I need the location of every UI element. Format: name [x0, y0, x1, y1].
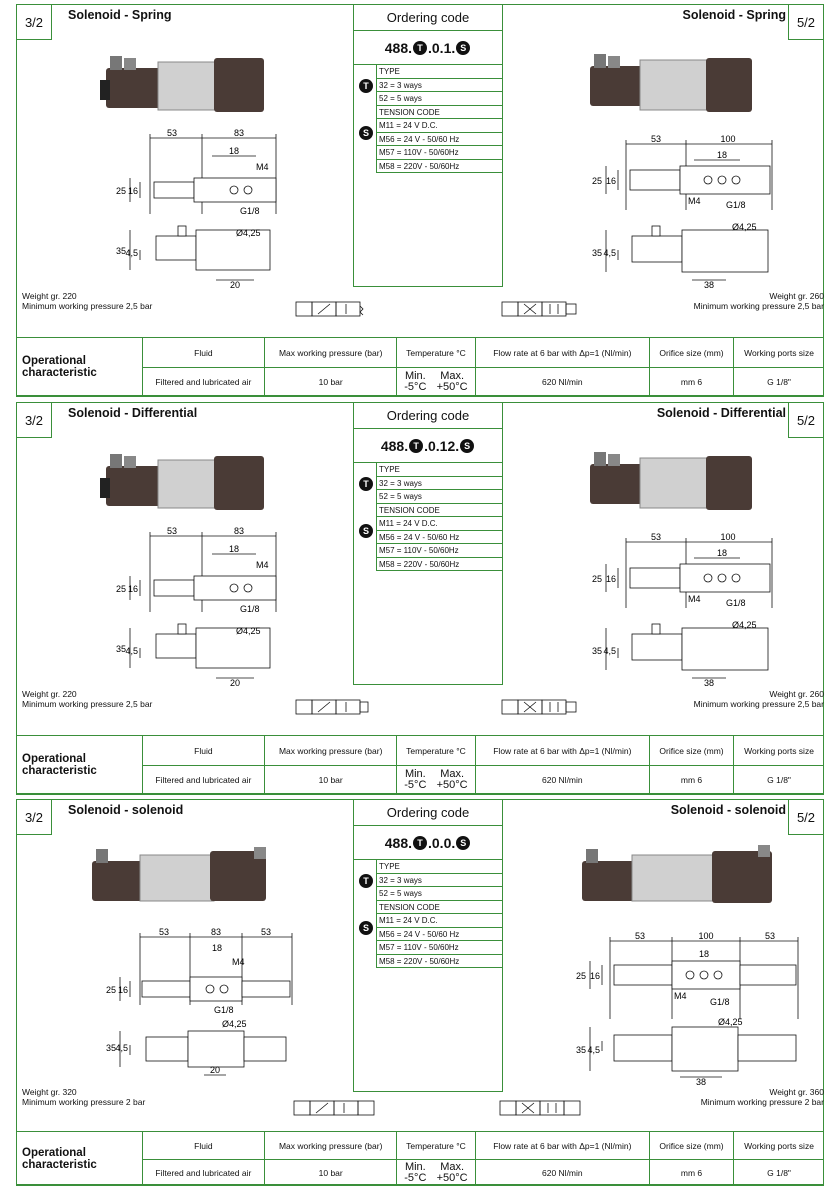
tension-option: M11 = 24 V D.C.	[376, 119, 502, 133]
tension-option: M58 = 220V - 50/60Hz	[376, 955, 502, 969]
dim-b: 83	[233, 128, 245, 138]
dim-w: 20	[229, 280, 241, 290]
type-symbol-icon: T	[359, 477, 373, 491]
operational-label: Operational characteristic	[16, 338, 142, 396]
dim-w: 38	[695, 1077, 707, 1087]
val-temperature	[397, 766, 476, 794]
valve-photo-icon	[100, 454, 264, 510]
dim-b: 83	[210, 927, 222, 937]
col-flow: Flow rate at 6 bar with Δp=1 (Nl/min)	[475, 338, 649, 368]
tension-heading: TENSION CODE	[376, 901, 502, 915]
dim-e: 53	[764, 931, 776, 941]
dim-d: Ø4,25	[732, 222, 757, 232]
dim-c: 18	[716, 150, 728, 160]
operational-label: Operational characteristic	[16, 1132, 142, 1186]
dim-h2: 16	[127, 186, 138, 196]
col-pressure: Max working pressure (bar)	[265, 338, 397, 368]
right-pressure: Minimum working pressure 2,5 bar	[693, 301, 824, 311]
dim-h4: 4,5	[125, 646, 138, 656]
valve-photo-icon	[590, 452, 752, 510]
left-weight: Weight gr. 220	[22, 291, 77, 301]
col-ports: Working ports size	[734, 338, 824, 368]
col-fluid: Fluid	[142, 1132, 265, 1160]
val-flow: 620 Nl/min	[475, 766, 649, 794]
tension-options	[354, 504, 502, 572]
left-pressure: Minimum working pressure 2,5 bar	[22, 301, 153, 311]
col-flow: Flow rate at 6 bar with Δp=1 (Nl/min)	[475, 1132, 649, 1160]
dim-h1: 25	[115, 186, 126, 196]
type-symbol-icon: T	[359, 874, 373, 888]
left-weight-block	[22, 291, 152, 311]
tension-symbol-icon: S	[359, 126, 373, 140]
dim-a: 53	[158, 927, 170, 937]
temp-min: -5°C	[404, 1171, 427, 1184]
left-weight: Weight gr. 220	[22, 689, 77, 699]
type-option: 52 = 5 ways	[376, 92, 502, 106]
dim-w: 20	[209, 1065, 221, 1075]
dim-a: 53	[650, 532, 662, 542]
tension-options	[354, 901, 502, 969]
val-pressure: 10 bar	[265, 1160, 397, 1186]
type-options	[354, 65, 502, 106]
operational-table	[16, 337, 824, 396]
temp-min-label: Min.	[404, 767, 426, 780]
operational-table	[16, 735, 824, 794]
tension-symbol-icon: S	[460, 439, 474, 453]
top-view-dims	[606, 140, 772, 280]
dim-b: 100	[698, 931, 714, 941]
ordering-code-value	[354, 826, 502, 860]
col-temperature: Temperature °C	[397, 1132, 476, 1160]
dim-m: M4	[688, 594, 701, 604]
dim-e: 53	[260, 927, 272, 937]
type-heading: TYPE	[376, 65, 502, 79]
col-temperature: Temperature °C	[397, 338, 476, 368]
tension-symbol-icon: S	[456, 836, 470, 850]
temp-min: -5°C	[404, 380, 427, 393]
left-type-tag: 3/2	[16, 4, 52, 40]
dim-a: 53	[166, 526, 178, 536]
ordering-code-box	[353, 4, 503, 287]
col-pressure: Max working pressure (bar)	[265, 736, 397, 766]
tension-option: M11 = 24 V D.C.	[376, 517, 502, 531]
left-pressure: Minimum working pressure 2,5 bar	[22, 699, 153, 709]
tension-option: M58 = 220V - 50/60Hz	[376, 558, 502, 572]
tension-option: M57 = 110V - 50/60Hz	[376, 544, 502, 558]
type-symbol-icon: T	[359, 79, 373, 93]
top-view-dims	[606, 538, 772, 678]
temp-min: -5°C	[404, 778, 427, 791]
type-options	[354, 463, 502, 504]
left-weight-block	[22, 689, 152, 709]
col-fluid: Fluid	[142, 736, 265, 766]
dim-h2: 16	[589, 971, 600, 981]
dim-h2: 16	[127, 584, 138, 594]
col-flow: Flow rate at 6 bar with Δp=1 (Nl/min)	[475, 736, 649, 766]
tension-symbol-icon: S	[456, 41, 470, 55]
dim-h3: 35	[591, 646, 602, 656]
dim-d: Ø4,25	[236, 228, 261, 238]
dim-h1: 25	[591, 574, 602, 584]
right-weight: Weight gr. 260	[769, 689, 824, 699]
dim-c: 18	[228, 146, 240, 156]
type-option: 32 = 3 ways	[376, 477, 502, 491]
valve-symbol-3-2-icon	[278, 1093, 378, 1129]
dim-d: Ø4,25	[732, 620, 757, 630]
dim-h4: 4,5	[603, 248, 616, 258]
valve-photo-icon	[590, 54, 752, 112]
code-prefix: 488.	[384, 834, 412, 851]
val-fluid: Filtered and lubricated air	[142, 1160, 265, 1186]
tension-option: M57 = 110V - 50/60Hz	[376, 146, 502, 160]
val-temperature	[397, 1160, 476, 1186]
dim-h2: 16	[117, 985, 128, 995]
val-pressure: 10 bar	[265, 766, 397, 794]
type-option: 32 = 3 ways	[376, 79, 502, 93]
valve-symbol-3-2-icon	[280, 692, 370, 728]
ordering-code-box	[353, 402, 503, 685]
dim-h1: 25	[105, 985, 116, 995]
valve-photo-icon	[100, 56, 264, 112]
right-title: Solenoid - solenoid	[670, 803, 786, 817]
left-weight-block	[22, 1087, 145, 1107]
dim-h1: 25	[115, 584, 126, 594]
left-title: Solenoid - Differential	[68, 406, 198, 420]
dim-g: G1/8	[726, 200, 746, 210]
type-options	[354, 860, 502, 901]
temp-min-label: Min.	[404, 369, 426, 382]
top-view-dims	[590, 937, 798, 1077]
temp-max-label: Max.	[440, 369, 465, 382]
tension-option: M58 = 220V - 50/60Hz	[376, 160, 502, 174]
dim-w: 38	[703, 280, 715, 290]
dim-c: 18	[228, 544, 240, 554]
code-mid: .0.12.	[424, 437, 460, 454]
tension-option: M56 = 24 V - 50/60 Hz	[376, 928, 502, 942]
dim-b: 100	[720, 532, 736, 542]
dim-m: M4	[256, 560, 269, 570]
tension-options	[354, 106, 502, 174]
val-orifice: mm 6	[649, 766, 733, 794]
left-type-tag: 3/2	[16, 402, 52, 438]
right-pressure: Minimum working pressure 2,5 bar	[693, 699, 824, 709]
tension-option: M11 = 24 V D.C.	[376, 914, 502, 928]
left-valve-drawing	[96, 444, 286, 689]
left-title: Solenoid - solenoid	[68, 803, 184, 817]
right-valve-drawing	[576, 46, 776, 291]
ordering-code-heading: Ordering code	[354, 5, 502, 31]
type-option: 52 = 5 ways	[376, 490, 502, 504]
col-orifice: Orifice size (mm)	[649, 1132, 733, 1160]
type-heading: TYPE	[376, 860, 502, 874]
val-orifice: mm 6	[649, 368, 733, 396]
dim-g: G1/8	[710, 997, 730, 1007]
dim-h3: 35	[591, 248, 602, 258]
dim-m: M4	[688, 196, 701, 206]
valve-photo-icon	[582, 845, 772, 903]
tension-option: M57 = 110V - 50/60Hz	[376, 941, 502, 955]
dim-c: 18	[211, 943, 223, 953]
val-fluid: Filtered and lubricated air	[142, 766, 265, 794]
operational-label: Operational characteristic	[16, 736, 142, 794]
dim-h2: 16	[605, 176, 616, 186]
val-flow: 620 Nl/min	[475, 368, 649, 396]
dim-c: 18	[716, 548, 728, 558]
valve-photo-icon	[92, 847, 266, 901]
dim-b: 100	[720, 134, 736, 144]
val-temperature	[397, 368, 476, 396]
code-mid: .0.1.	[428, 39, 456, 56]
dim-g: G1/8	[240, 206, 260, 216]
dim-d: Ø4,25	[236, 626, 261, 636]
type-symbol-icon: T	[409, 439, 423, 453]
col-orifice: Orifice size (mm)	[649, 338, 733, 368]
dim-h3: 35	[105, 1043, 116, 1053]
type-symbol-icon: T	[413, 836, 427, 850]
col-temperature: Temperature °C	[397, 736, 476, 766]
type-heading: TYPE	[376, 463, 502, 477]
dim-c: 18	[698, 949, 710, 959]
temp-max-label: Max.	[440, 1160, 465, 1173]
left-type-tag: 3/2	[16, 799, 52, 835]
dim-g: G1/8	[726, 598, 746, 608]
dim-h1: 25	[575, 971, 586, 981]
val-orifice: mm 6	[649, 1160, 733, 1186]
tension-option: M56 = 24 V - 50/60 Hz	[376, 133, 502, 147]
tension-symbol-icon: S	[359, 921, 373, 935]
left-valve-drawing	[96, 46, 286, 291]
right-weight-block	[694, 689, 824, 709]
ordering-code-value	[354, 429, 502, 463]
dim-g: G1/8	[214, 1005, 234, 1015]
dim-h1: 25	[591, 176, 602, 186]
dim-m: M4	[232, 957, 245, 967]
dim-a: 53	[166, 128, 178, 138]
right-weight: Weight gr. 360	[769, 1087, 824, 1097]
left-valve-drawing	[86, 837, 306, 1082]
valve-symbol-5-2-icon	[486, 1093, 606, 1129]
tension-heading: TENSION CODE	[376, 504, 502, 518]
code-mid: .0.0.	[428, 834, 456, 851]
temp-max: +50°C	[436, 778, 468, 791]
right-type-tag: 5/2	[788, 4, 824, 40]
dim-w: 38	[703, 678, 715, 688]
ordering-code-box	[353, 799, 503, 1092]
valve-symbol-3-2-icon	[280, 294, 370, 330]
dim-d: Ø4,25	[222, 1019, 247, 1029]
temp-max: +50°C	[436, 380, 468, 393]
top-view-dims	[117, 933, 292, 1075]
right-valve-drawing	[576, 444, 776, 689]
type-option: 32 = 3 ways	[376, 874, 502, 888]
col-pressure: Max working pressure (bar)	[265, 1132, 397, 1160]
dim-b: 83	[233, 526, 245, 536]
dim-h3: 35	[115, 644, 126, 654]
dim-a: 53	[650, 134, 662, 144]
right-title: Solenoid - Spring	[682, 8, 786, 22]
ordering-code-heading: Ordering code	[354, 800, 502, 826]
dim-w: 20	[229, 678, 241, 688]
dim-g: G1/8	[240, 604, 260, 614]
dim-h4: 4,5	[587, 1045, 600, 1055]
ordering-code-heading: Ordering code	[354, 403, 502, 429]
right-valve-drawing	[560, 837, 800, 1087]
val-pressure: 10 bar	[265, 368, 397, 396]
col-ports: Working ports size	[734, 736, 824, 766]
dim-h4: 4,5	[115, 1043, 128, 1053]
col-fluid: Fluid	[142, 338, 265, 368]
type-option: 52 = 5 ways	[376, 887, 502, 901]
type-symbol-icon: T	[413, 41, 427, 55]
temp-min-label: Min.	[404, 1160, 426, 1173]
left-title: Solenoid - Spring	[68, 8, 172, 22]
col-orifice: Orifice size (mm)	[649, 736, 733, 766]
dim-h3: 35	[115, 246, 126, 256]
val-ports: G 1/8"	[734, 368, 824, 396]
dim-h4: 4,5	[125, 248, 138, 258]
tension-heading: TENSION CODE	[376, 106, 502, 120]
dim-m: M4	[256, 162, 269, 172]
val-flow: 620 Nl/min	[475, 1160, 649, 1186]
right-type-tag: 5/2	[788, 799, 824, 835]
left-weight: Weight gr. 320	[22, 1087, 77, 1097]
dim-m: M4	[674, 991, 687, 1001]
right-title: Solenoid - Differential	[656, 406, 786, 420]
val-ports: G 1/8"	[734, 1160, 824, 1186]
code-prefix: 488.	[384, 39, 412, 56]
right-pressure: Minimum working pressure 2 bar	[700, 1097, 824, 1107]
valve-symbol-5-2-icon	[488, 692, 598, 728]
valve-symbol-5-2-icon	[488, 294, 598, 330]
right-type-tag: 5/2	[788, 402, 824, 438]
val-fluid: Filtered and lubricated air	[142, 368, 265, 396]
dim-h3: 35	[575, 1045, 586, 1055]
tension-option: M56 = 24 V - 50/60 Hz	[376, 531, 502, 545]
ordering-code-value	[354, 31, 502, 65]
tension-symbol-icon: S	[359, 524, 373, 538]
left-pressure: Minimum working pressure 2 bar	[22, 1097, 146, 1107]
temp-max: +50°C	[436, 1171, 468, 1184]
col-ports: Working ports size	[734, 1132, 824, 1160]
val-ports: G 1/8"	[734, 766, 824, 794]
dim-h4: 4,5	[603, 646, 616, 656]
temp-max-label: Max.	[440, 767, 465, 780]
code-prefix: 488.	[380, 437, 409, 454]
right-weight-block	[694, 291, 824, 311]
right-weight-block	[701, 1087, 824, 1107]
dim-a: 53	[634, 931, 646, 941]
right-weight: Weight gr. 260	[769, 291, 824, 301]
dim-d: Ø4,25	[718, 1017, 743, 1027]
operational-table	[16, 1131, 824, 1186]
dim-h2: 16	[605, 574, 616, 584]
